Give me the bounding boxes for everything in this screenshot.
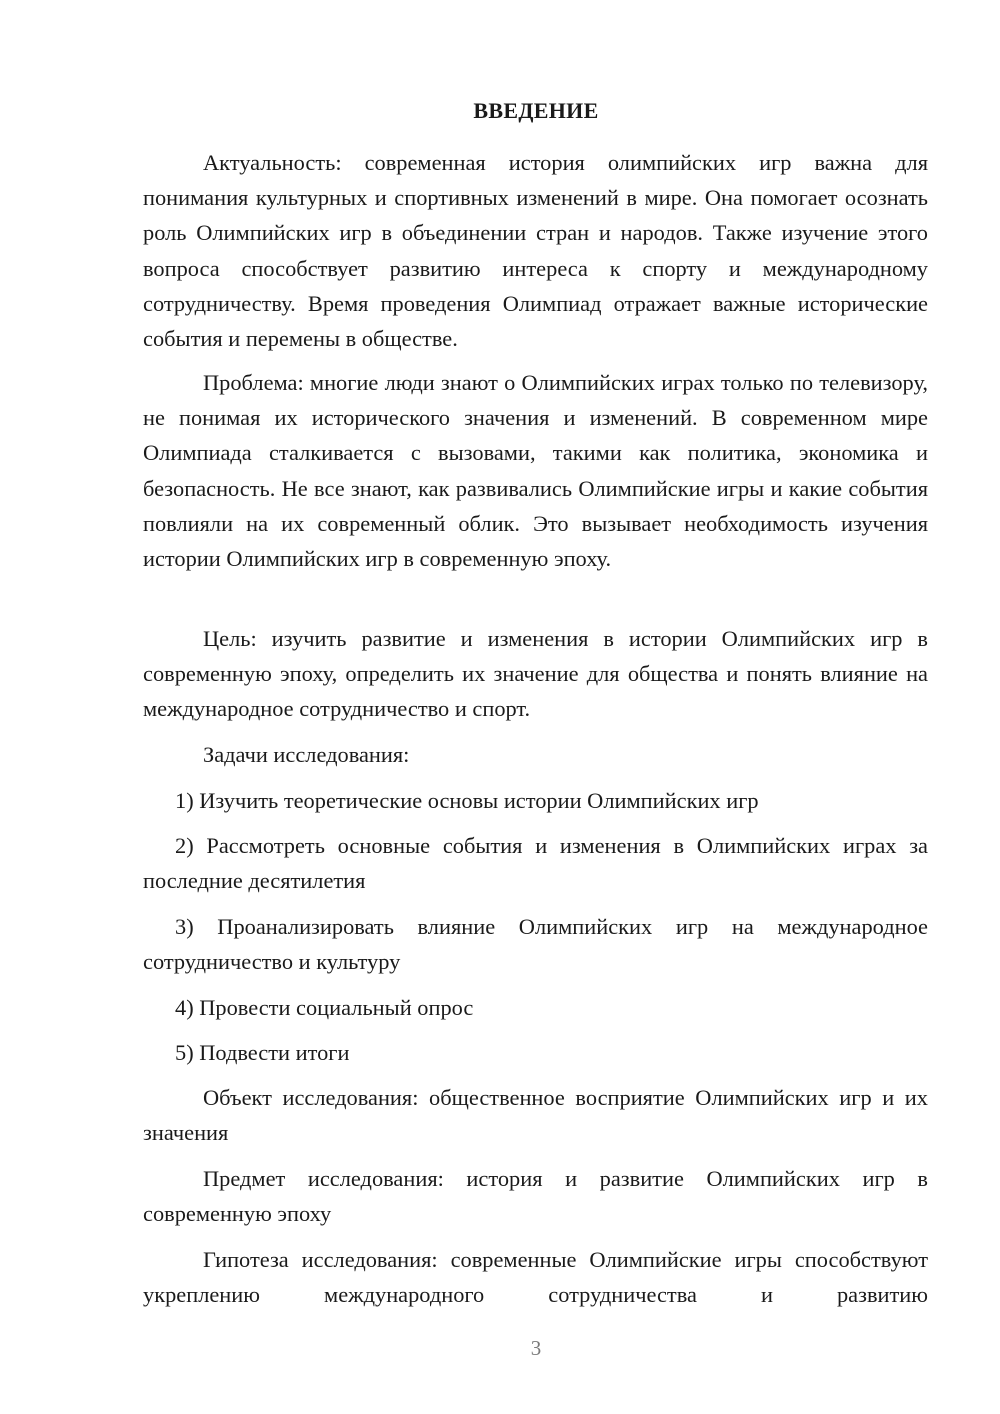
- task-item-2: 2) Рассмотреть основные события и изменения в Олимпийских играх за последние десятилетия: [143, 833, 928, 894]
- paragraph-object: Объект исследования: общественное восприятие Олимпийских игр и их значения: [143, 1085, 928, 1146]
- task-item-4: 4) Провести социальный опрос: [175, 995, 474, 1020]
- section-heading: ВВЕДЕНИЕ: [473, 98, 599, 123]
- paragraph-hypothesis: Гипотеза исследования: современные Олимпийские игры способствуют укреплению международного сотрудничества и развитию: [143, 1247, 928, 1308]
- paragraph-subject: Предмет исследования: история и развитие Олимпийских игр в современную эпоху: [143, 1166, 928, 1227]
- paragraph-goal: Цель: изучить развитие и изменения в истории Олимпийских игр в современную эпоху, определить их значение для общества и понять влияние на международное сотрудничество и спорт.: [143, 626, 928, 722]
- task-item-5: 5) Подвести итоги: [175, 1040, 350, 1065]
- page-number: 3: [530, 1336, 542, 1360]
- paragraph-relevance: Актуальность: современная история олимпийских игр важна для понимания культурных и спортивных изменений в мире. Она помогает осознать роль Олимпийских игр в объединении стран и народов. Также изучение этого вопроса способствует развитию интереса к спорту и международному сотрудничеству. Время проведения Олимпиад отражает важные исторические события и перемены в обществе.: [143, 150, 928, 352]
- task-item-3: 3) Проанализировать влияние Олимпийских игр на международное сотрудничество и культуру: [143, 914, 928, 975]
- task-item-1: 1) Изучить теоретические основы истории Олимпийских игр: [175, 788, 759, 813]
- paragraph-problem: Проблема: многие люди знают о Олимпийских играх только по телевизору, не понимая их исторического значения и изменений. В современном мире Олимпиада сталкивается с вызовами, такими как политика, экономика и безопасность. Не все знают, как развивались Олимпийские игры и какие события повлияли на их современный облик. Это вызывает необходимость изучения истории Олимпийских игр в современную эпоху.: [143, 370, 928, 572]
- tasks-title: Задачи исследования:: [203, 742, 410, 767]
